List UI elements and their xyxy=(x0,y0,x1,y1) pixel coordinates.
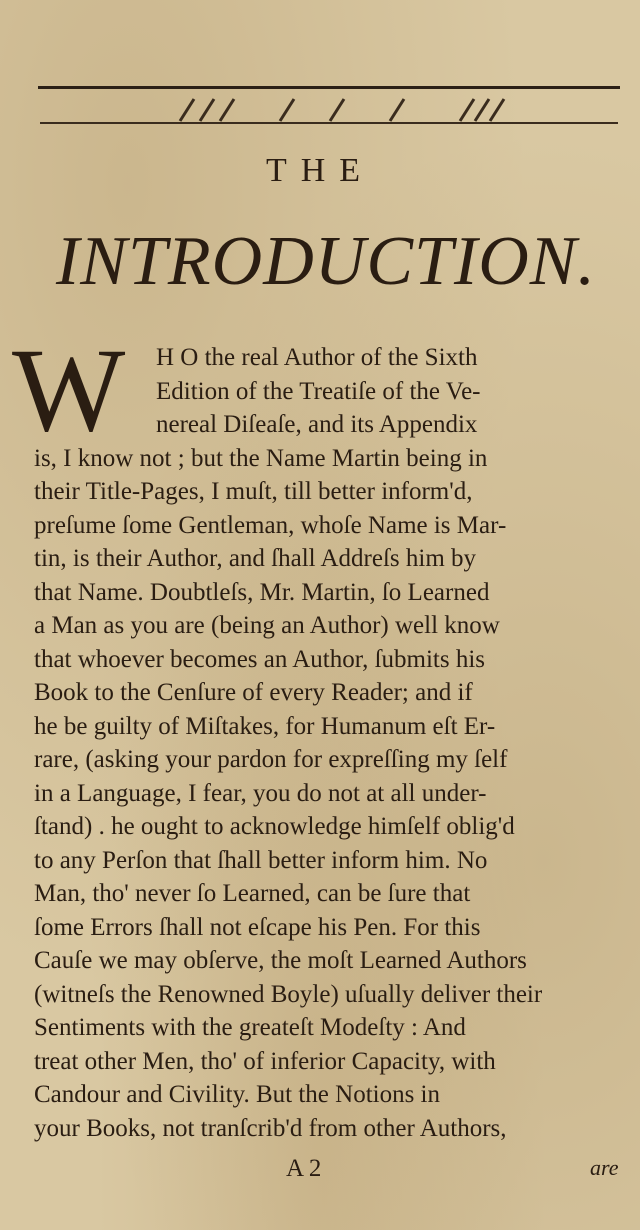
heading-title: INTRODUCTION. xyxy=(55,223,597,300)
text-line: Man, tho' never ſo Learned, can be ſure that xyxy=(34,880,471,907)
text-line: Book to the Cenſure of every Reader; and if xyxy=(34,679,473,706)
text-line: their Title-Pages, I muſt, till better inform'd, xyxy=(34,478,473,505)
text-line: ſtand) . he ought to acknowledge himſelf oblig'd xyxy=(34,813,515,840)
text-line: a Man as you are (being an Author) well know xyxy=(34,612,500,639)
text-line: your Books, not tranſcrib'd from other Authors, xyxy=(34,1114,507,1142)
catchword: are xyxy=(590,1155,619,1180)
text-line: (witneſs the Renowned Boyle) uſually deliver their xyxy=(34,980,543,1008)
text-line: treat other Men, tho' of inferior Capacity, with xyxy=(34,1047,496,1075)
drop-cap: W xyxy=(12,323,126,456)
text-line: Candour and Civility. But the Notions in xyxy=(34,1081,441,1108)
text-line: preſume ſome Gentleman, whoſe Name is Mar- xyxy=(34,511,507,539)
text-line: rare, (asking your pardon for expreſſing my ſelf xyxy=(34,746,508,773)
text-line: H O the real Author of the Sixth xyxy=(156,344,478,371)
signature-mark: A 2 xyxy=(286,1155,322,1182)
text-line: Edition of the Treatiſe of the Ve- xyxy=(156,377,481,405)
text-line: is, I know not ; but the Name Martin being in xyxy=(34,444,488,472)
text-line: tin, is their Author, and ſhall Addreſs him by xyxy=(34,545,477,572)
text-line: that Name. Doubtleſs, Mr. Martin, ſo Learned xyxy=(34,578,490,606)
text-line: Cauſe we may obſerve, the moſt Learned Authors xyxy=(34,947,527,974)
text-line: ſome Errors ſhall not eſcape his Pen. For this xyxy=(34,913,481,941)
text-line: that whoever becomes an Author, ſubmits his xyxy=(34,645,486,673)
heading-the: THE xyxy=(265,152,375,189)
text-line: nereal Diſeaſe, and its Appendix xyxy=(156,411,478,438)
text-line: Sentiments with the greateſt Modeſty : And xyxy=(34,1014,466,1041)
text-line: to any Perſon that ſhall better inform him. No xyxy=(34,846,488,874)
text-line: in a Language, I fear, you do not at all under- xyxy=(34,779,487,807)
text-line: he be guilty of Miſtakes, for Humanum eſt Er- xyxy=(34,712,496,740)
